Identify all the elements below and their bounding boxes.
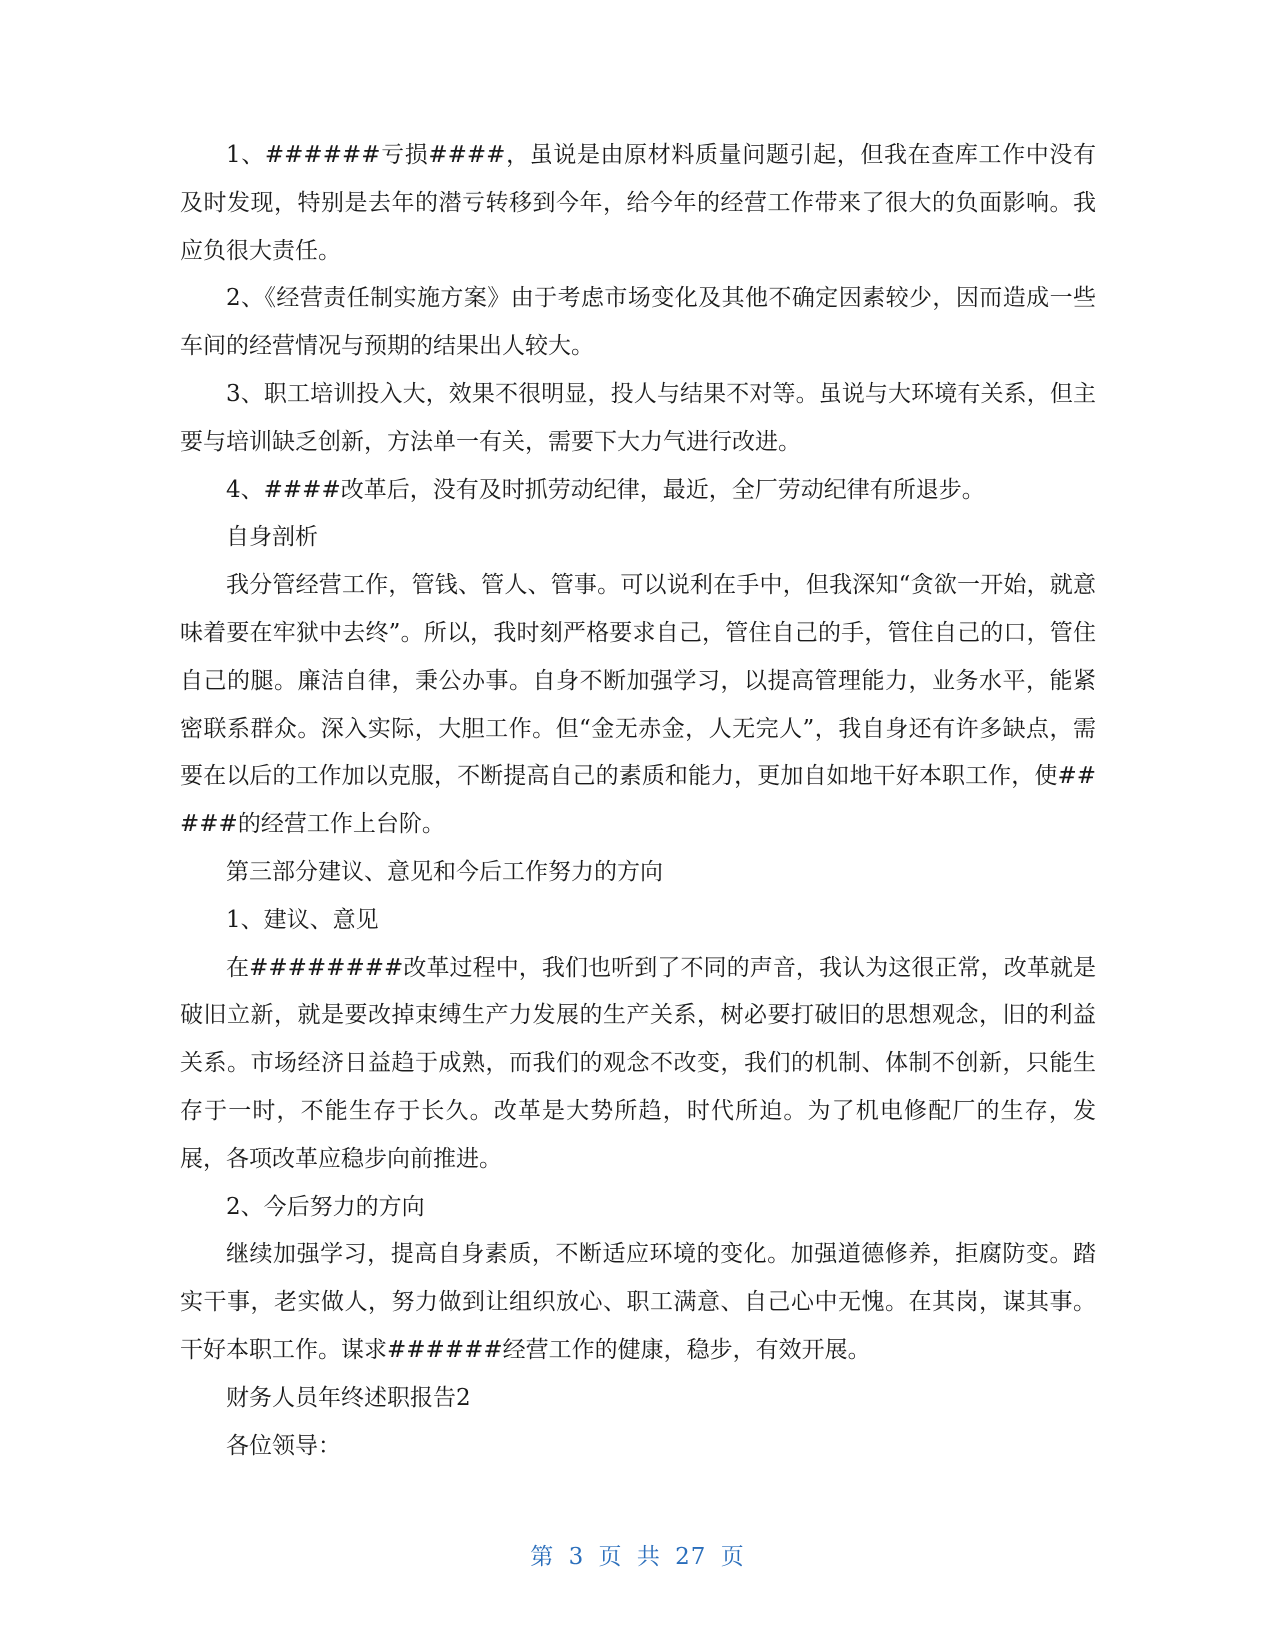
footer-label-total-unit: 页 — [720, 1544, 745, 1570]
footer-label-total: 共 — [636, 1544, 661, 1570]
paragraph-labor-discipline: 4、####改革后，没有及时抓劳动纪律，最近，全厂劳动纪律有所退步。 — [226, 476, 985, 503]
section-heading-self-analysis: 自身剖析 — [226, 524, 318, 551]
salutation: 各位领导： — [226, 1432, 341, 1459]
subheading-future-direction: 2、今后努力的方向 — [226, 1193, 425, 1220]
paragraph-responsibility-plan: 2、《经营责任制实施方案》由于考虑市场变化及其他不确定因素较少，因而造成一些车间的经营情况与预期的结果出人较大。 — [180, 285, 1096, 360]
footer-label-page-unit: 页 — [598, 1544, 623, 1570]
page-footer — [0, 1538, 1275, 1571]
paragraph-training: 3、职工培训投入大，效果不很明显，投人与结果不对等。虽说与大环境有关系，但主要与培训缺乏创新，方法单一有关，需要下大力气进行改进。 — [180, 380, 1096, 455]
footer-label-page: 第 — [530, 1544, 555, 1570]
document-body — [180, 132, 1096, 1470]
paragraph-loss-issue: 1、######亏损####，虽说是由原材料质量问题引起，但我在查库工作中没有及时发现，特别是去年的潜亏转移到今年，给今年的经营工作带来了很大的负面影响。我应负很大责任。 — [180, 142, 1096, 264]
footer-current-page: 3 — [568, 1544, 585, 1570]
report-title-2: 财务人员年终述职报告2 — [226, 1384, 471, 1411]
paragraph-reform: 在########改革过程中，我们也听到了不同的声音，我认为这很正常，改革就是破旧立新，就是要改掉束缚生产力发展的生产关系，树必要打破旧的思想观念，旧的利益关系。市场经济日益趋于成熟，而我们的观念不改变，我们的机制、体制不创新，只能生存于一时，不能生存于长久。改革是大势所趋，时代所迫。为了机电修配厂的生存，发展，各项改革应稳步向前推进。 — [180, 954, 1096, 1172]
paragraph-future-direction: 继续加强学习，提高自身素质，不断适应环境的变化。加强道德修养，拒腐防变。踏实干事，老实做人，努力做到让组织放心、职工满意、自己心中无愧。在其岗，谋其事。干好本职工作。谋求######经营工作的健康，稳步，有效开展。 — [180, 1241, 1096, 1363]
footer-total-pages: 27 — [675, 1544, 707, 1570]
subheading-suggestions: 1、建议、意见 — [226, 906, 379, 933]
section-heading-part-three: 第三部分建议、意见和今后工作努力的方向 — [226, 858, 663, 885]
paragraph-self-analysis: 我分管经营工作，管钱、管人、管事。可以说利在手中，但我深知“贪欲一开始，就意味着要在牢狱中去终”。所以，我时刻严格要求自己，管住自己的手，管住自己的口，管住自己的腿。廉洁自律，秉公办事。自身不断加强学习，以提高管理能力，业务水平，能紧密联系群众。深入实际，大胆工作。但“金无赤金，人无完人”，我自身还有许多缺点，需要在以后的工作加以克服，不断提高自己的素质和能力，更加自如地干好本职工作，使#####的经营工作上台阶。 — [180, 572, 1096, 838]
